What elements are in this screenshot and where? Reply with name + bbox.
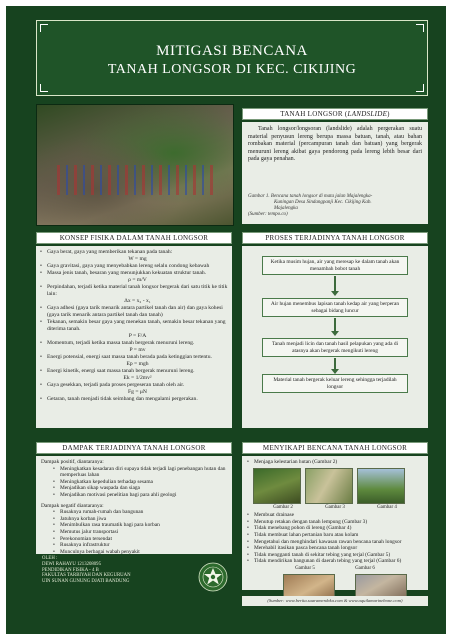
konsep-item-text: • Massa jenis tanah, besaran yang menunjukkan kekuatan struktur tanah. [47,270,207,276]
konsep-item [40,305,228,319]
dampak-positif-item: • Menjadikan motivasi penelitian bagi para ahli geologi [53,492,227,499]
konsep-formula: Ek = 1/2mv² [123,375,152,381]
konsep-item-text: • Getaran, tanah menjadi tidak seimbang dan mengalami pergerakan. [47,396,198,402]
konsep-item [40,284,228,305]
figure-caption: Gambar 6 [355,565,375,571]
menyikapi-first [247,459,423,466]
menyikapi-body [242,456,428,590]
proses-body [242,246,428,428]
konsep-item-text: • Gaya berat, gaya yang memberikan tekanan pada tanah: [47,249,173,255]
konsep-formula: ρ = m/V [128,277,147,283]
dampak-negatif-item: • Perekonomian tersendat [53,536,227,543]
dampak-negatif-item: • Munculnya berbagai wabah penyakit [53,549,227,556]
konsep-item-text: • Momentum, terjadi ketika massa tanah bergerak menuruni lereng. [47,340,195,346]
figure-caption: Gambar 3 [325,504,345,510]
konsep-item [40,249,228,263]
menyikapi-item: • Merehabil itasikan pasca bencana tanah longsor [247,545,423,552]
dampak-negatif-list [41,509,227,555]
menyikapi-item: • Mengetahui dan menghindari kawasan rawan bencana tanah longsor [247,539,423,546]
dampak-negatif-item: • Rusaknya infrastruktur [53,542,227,549]
konsep-item-text: • Tekanan, semakin besar gaya yang menekan tanah, semakin besar tekanan yang diterima tanah. [47,319,226,332]
thumb-row-1 [253,468,423,504]
konsep-item [40,396,228,403]
caption-row-2 [247,566,423,573]
dampak-negatif-item: • Menimbulkan rasa traumatik bagi para korban [53,522,227,529]
menyikapi-item: • Tidak membuat lahan pertanian baru atau kolam [247,532,423,539]
menyikapi-list [247,512,423,565]
author-line: OLEH : [42,556,58,561]
flow-step-1: Ketika musim hujan, air yang meresap ke dalam tanah akan menambah bobot tanah [262,256,408,275]
figure-caption: Gambar 4 [377,504,397,510]
caption-row-1 [247,505,423,512]
corner-ornament [40,24,48,32]
konsep-item-text: • Gaya gravitasi, gaya yang menyebabkan lereng selalu condong kebawah [47,263,210,269]
konsep-formula: P = mv [129,347,146,353]
konsep-formula: P = F/A [128,333,147,339]
flow-arrow [334,318,336,332]
dampak-positif-item: • Menjadikan sikap waspada dan siaga [53,485,227,492]
landslide-heading [242,108,428,120]
dampak-positif-item: • Meningkatkan kesadaran diri supaya tidak terjadi lagi penebangan hutan dan memperluas lahan [53,466,227,479]
konsep-item-text: • Gaya adhesi (gaya tarik menarik antara partikel tanah dan air) dan gaya kohesi (gaya tarik menarik antara partikel tanah dan tanah) [47,305,223,318]
konsep-item-text: • Perpindahan, terjadi ketika material tanah longsor bergerak dari satu titik ke titik lain: [47,284,228,297]
figure-3-photo [305,468,353,504]
konsep-body [36,246,232,428]
poster-title-line2: TANAH LONGSOR DI KEC. CIKIJING [107,62,357,77]
konsep-item [40,340,228,354]
dampak-positif-item: • Meningkatkan kepedulian terhadap sesama [53,479,227,486]
konsep-item [40,263,228,270]
corner-ornament [416,84,424,92]
title-box [36,20,428,96]
proses-heading: PROSES TERJADINYA TANAH LONGSOR [242,232,428,244]
konsep-formula: Δx = x₂ - x₁ [124,298,151,304]
dampak-negatif-item: • Rusaknya rumah-rumah dan bangunan [53,509,227,516]
landslide-heading-text: TANAH LONGSOR ( [280,110,348,118]
author-block [42,556,192,585]
caption-line: Kuningan Desa Sindangpanji Kec. Cikijing Kab. [274,200,372,205]
menyikapi-item: • Tidak menebang pohon di lereng (Gambar 4) [247,525,423,532]
caption-source: (Sumber: tempo.co) [248,212,288,217]
landslide-photo [36,104,234,226]
menyikapi-item: • Menutup retakan dengan tanah lempung (Gambar 3) [247,519,423,526]
image-source: (Sumber: www.berita.suaramerdeka.com & www.aquilamarinebone.com) [242,596,428,606]
menyikapi-item: • Membuat drainase [247,512,423,519]
dampak-positif-list [41,466,227,499]
flow-step-4: Material tanah bergerak keluar lereng sehingga terjadilah longsor [262,374,408,393]
flow-arrow [334,358,336,370]
author-line: FAKULTAS TARBIYAH DAN KEGURUAN [42,573,131,579]
konsep-item [40,368,228,382]
dampak-negatif-item: • Jatuhnya korban jiwa [53,516,227,523]
menyikapi-heading: MENYIKAPI BENCANA TANAH LONGSOR [242,442,428,454]
dampak-body [36,456,232,554]
dampak-negatif-label: Dampak negatif diantaranya: [41,502,104,509]
poster-title-line1: MITIGASI BENCANA [156,43,308,59]
menyikapi-item: • Tidak mendirikan bangunan di daerah tebing yang terjal (Gambar 6) [247,558,423,565]
author-line: DEWI RAHAYU 1213208095 [42,561,101,567]
konsep-heading: KONSEP FISIKA DALAM TANAH LONGSOR [36,232,232,244]
author-line: PENDIDIKAN FISIKA - 4 B [42,567,99,573]
flow-arrow [334,276,336,292]
konsep-item [40,382,228,396]
photo-crowd [57,165,213,195]
konsep-item-text: • Energi kinetik, energi saat massa tanah bergerak menuruni lereng. [47,368,195,374]
konsep-list [40,249,228,403]
figure-caption: Gambar 2 [273,504,293,510]
university-seal-icon [198,562,228,592]
flow-step-2: Air hujan menembus lapisan tanah kedap air yang berperan sebagai bidang luncur [262,298,408,317]
dampak-heading: DAMPAK TERJADINYA TANAH LONGSOR [36,442,232,454]
konsep-item [40,270,228,284]
flow-step-3: Tanah menjadi licin dan tanah hasil pelapukan yang ada di atasnya akan bergerak mengikuti lereng [262,338,408,357]
figure-2-photo [253,468,301,504]
konsep-formula: Fg = μN [128,389,147,395]
konsep-item [40,354,228,368]
konsep-formula: Ep = mgh [126,361,149,367]
figure-caption: Gambar 5 [295,565,315,571]
dampak-positif-label: Dampak positif, diantaranya: [41,459,104,465]
konsep-item-text: • Gaya gesekkan, terjadi pada proses pergeseran tanah oleh air. [47,382,185,388]
author-line: UIN SUNAN GUNUNG DJATI BANDUNG [42,579,130,585]
menyikapi-item: • Tidak mengganti tanah di sekitar tebing yang terjal (Gambar 5) [247,552,423,559]
corner-ornament [40,84,48,92]
landslide-definition: Tanah longsor/longsoran (landslide) adalah pergerakan suatu material penyusun lereng berupa massa batuan, tanah, atau bahan rombakan material (percampuran tanah dan batuan) yang bergerak menuruni lereng akibat gaya pendorong pada lereng lebih besar dari pada gaya penahan. [242,122,428,192]
dampak-negatif-item: • Memutus jalur transportasi [53,529,227,536]
caption-line: Gambar 1. Bencana tanah longsor di mata jalan Majalengka- [248,194,373,199]
landslide-heading-end: ) [387,110,390,118]
corner-ornament [416,24,424,32]
konsep-formula: W = mg [128,256,147,262]
konsep-item [40,319,228,340]
figure-4-photo [357,468,405,504]
konsep-item-text: • Energi potensial, energi saat massa tanah berada pada ketinggian tertentu. [47,354,212,360]
caption-line: Majalengka [274,206,298,211]
landslide-heading-italic: LANDSLIDE [347,110,388,118]
menyikapi-item: • Menjaga kelestarian hutan (Gambar 2) [247,459,423,466]
figure-caption [242,192,428,224]
